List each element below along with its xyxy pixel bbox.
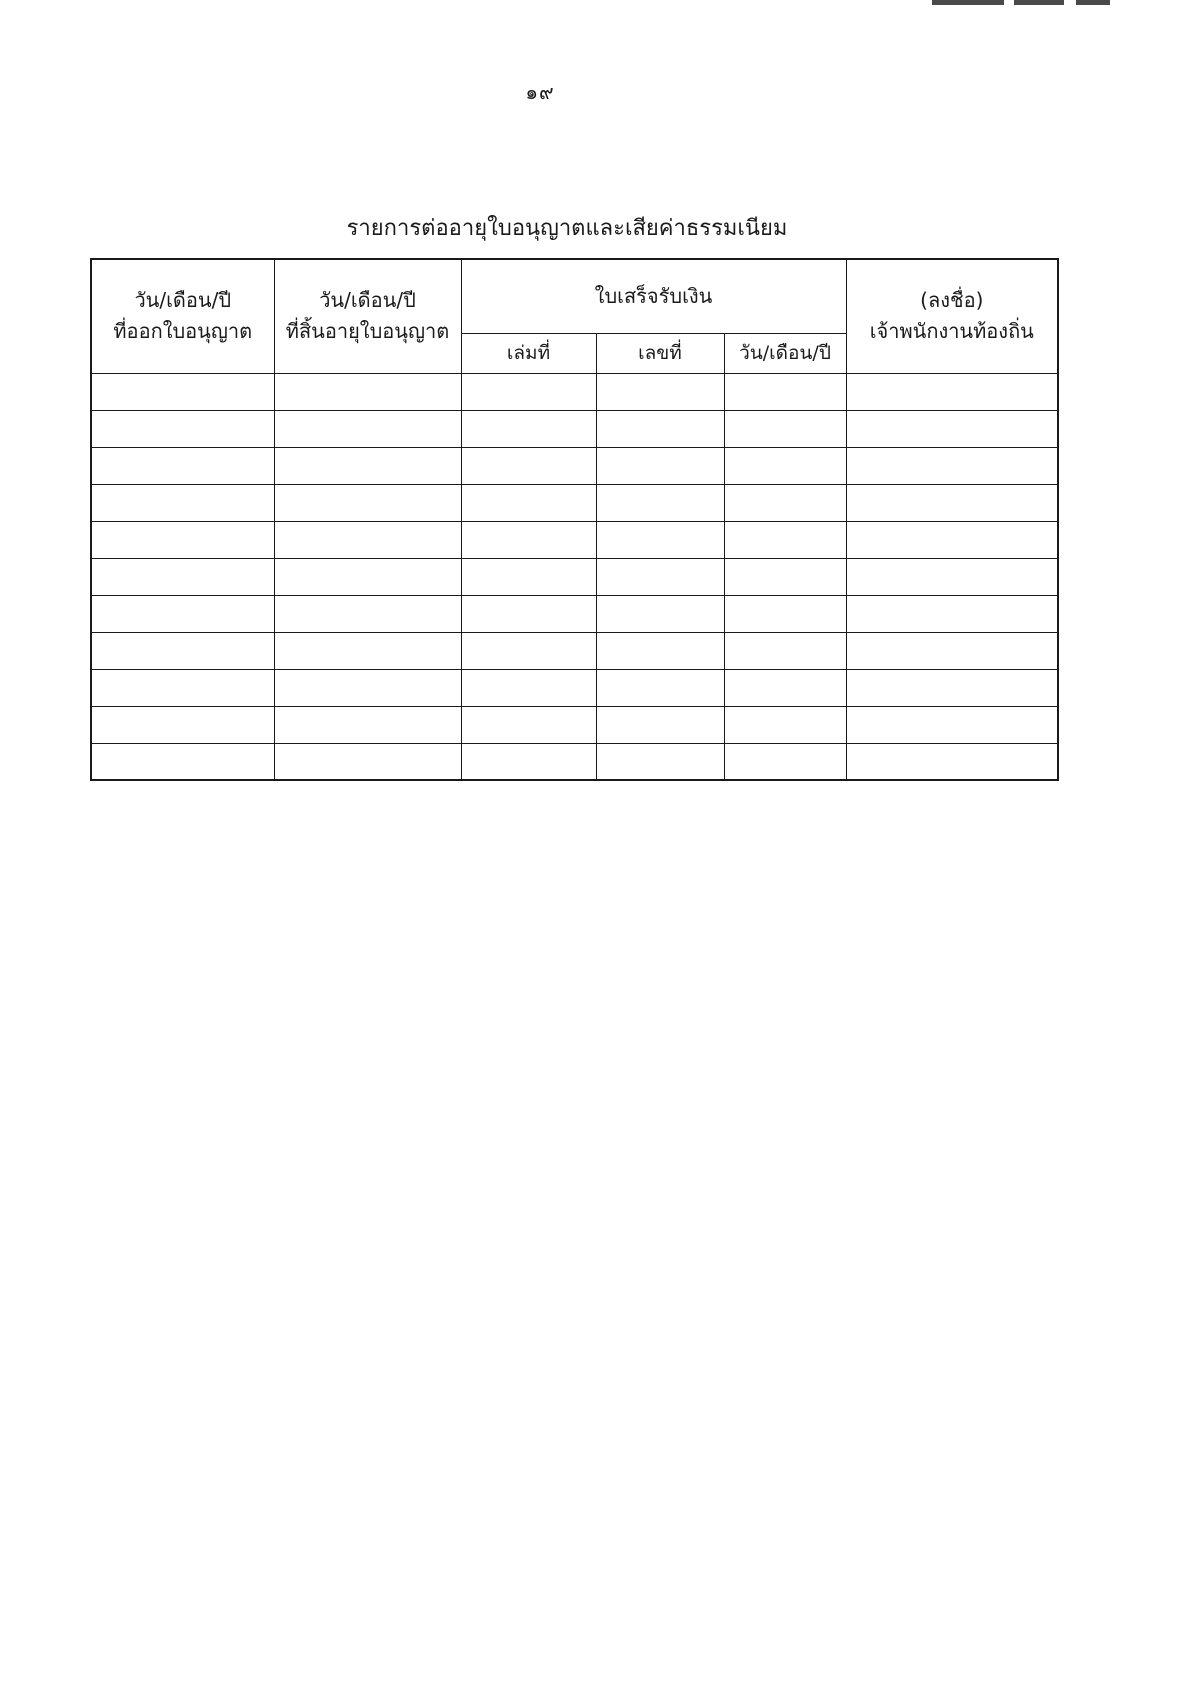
table-cell [274,669,461,706]
table-row [91,410,1058,447]
table-cell [596,632,724,669]
table-cell [846,632,1058,669]
table-row [91,558,1058,595]
header-issue-date [91,259,274,373]
table-cell [846,410,1058,447]
table-cell [274,447,461,484]
table-cell [724,447,846,484]
table-cell [274,558,461,595]
table-cell [596,743,724,780]
table-cell [724,373,846,410]
renewal-table-body [91,373,1058,780]
table-cell [596,706,724,743]
table-cell [461,595,596,632]
table-cell [91,669,274,706]
table-cell [846,558,1058,595]
table-header [91,259,1058,373]
header-receipt-no: เลขที่ [596,333,724,373]
table-cell [846,521,1058,558]
table-cell [461,632,596,669]
header-receipt-book-no: เล่มที่ [461,333,596,373]
table-cell [461,521,596,558]
table-cell [461,447,596,484]
table-cell [724,521,846,558]
table-cell [274,484,461,521]
table-cell [274,595,461,632]
table-cell [724,706,846,743]
table-cell [846,706,1058,743]
table-cell [91,447,274,484]
table-cell [461,484,596,521]
table-cell [846,669,1058,706]
license-renewal-table [90,258,1059,781]
table-cell [461,743,596,780]
table-cell [91,521,274,558]
table-cell [596,447,724,484]
table-cell [846,743,1058,780]
table-cell [274,706,461,743]
table-cell [724,595,846,632]
table-cell [846,484,1058,521]
table-cell [724,558,846,595]
scan-artifact-bar [1014,0,1064,5]
header-expiry-date-line2: ที่สิ้นอายุใบอนุญาต [285,319,450,344]
table-cell [91,484,274,521]
table-cell [461,410,596,447]
table-cell [91,632,274,669]
table-cell [596,558,724,595]
table-cell [91,373,274,410]
page-number: ๑๙ [525,80,555,104]
table-cell [461,706,596,743]
table-cell [91,706,274,743]
table-cell [596,521,724,558]
table-cell [724,669,846,706]
table-cell [596,410,724,447]
table-cell [596,669,724,706]
table-cell [596,373,724,410]
document-title: รายการต่ออายุใบอนุญาตและเสียค่าธรรมเนียม [346,216,788,241]
table-row [91,447,1058,484]
table-cell [461,373,596,410]
table-cell [846,373,1058,410]
table-row [91,706,1058,743]
table-row [91,743,1058,780]
header-receipt-group: ใบเสร็จรับเงิน [461,259,846,333]
table-cell [596,484,724,521]
table-cell [596,595,724,632]
header-expiry-date-line1: วัน/เดือน/ปี [319,288,416,313]
table-cell [846,447,1058,484]
table-cell [91,595,274,632]
header-expiry-date [274,259,461,373]
table-cell [724,743,846,780]
header-signature-line2: เจ้าพนักงานท้องถิ่น [869,319,1034,344]
header-signature [846,259,1058,373]
table-row [91,669,1058,706]
table-cell [846,595,1058,632]
table-cell [724,410,846,447]
table-cell [274,743,461,780]
table-row [91,521,1058,558]
table-row [91,373,1058,410]
table-cell [274,373,461,410]
header-issue-date-line2: ที่ออกใบอนุญาต [113,319,253,344]
table-cell [461,558,596,595]
header-signature-line1: (ลงชื่อ) [920,288,984,313]
table-row [91,632,1058,669]
scan-artifact-bar [1076,0,1110,5]
scan-artifact-bar [932,0,1004,5]
table-cell [461,669,596,706]
table-cell [274,410,461,447]
table-row [91,484,1058,521]
table-row [91,595,1058,632]
table-cell [91,743,274,780]
header-issue-date-line1: วัน/เดือน/ปี [134,288,232,313]
table-cell [274,521,461,558]
table-cell [91,410,274,447]
table-cell [274,632,461,669]
table-cell [91,558,274,595]
table-cell [724,484,846,521]
header-receipt-date: วัน/เดือน/ปี [724,333,846,373]
table-cell [724,632,846,669]
